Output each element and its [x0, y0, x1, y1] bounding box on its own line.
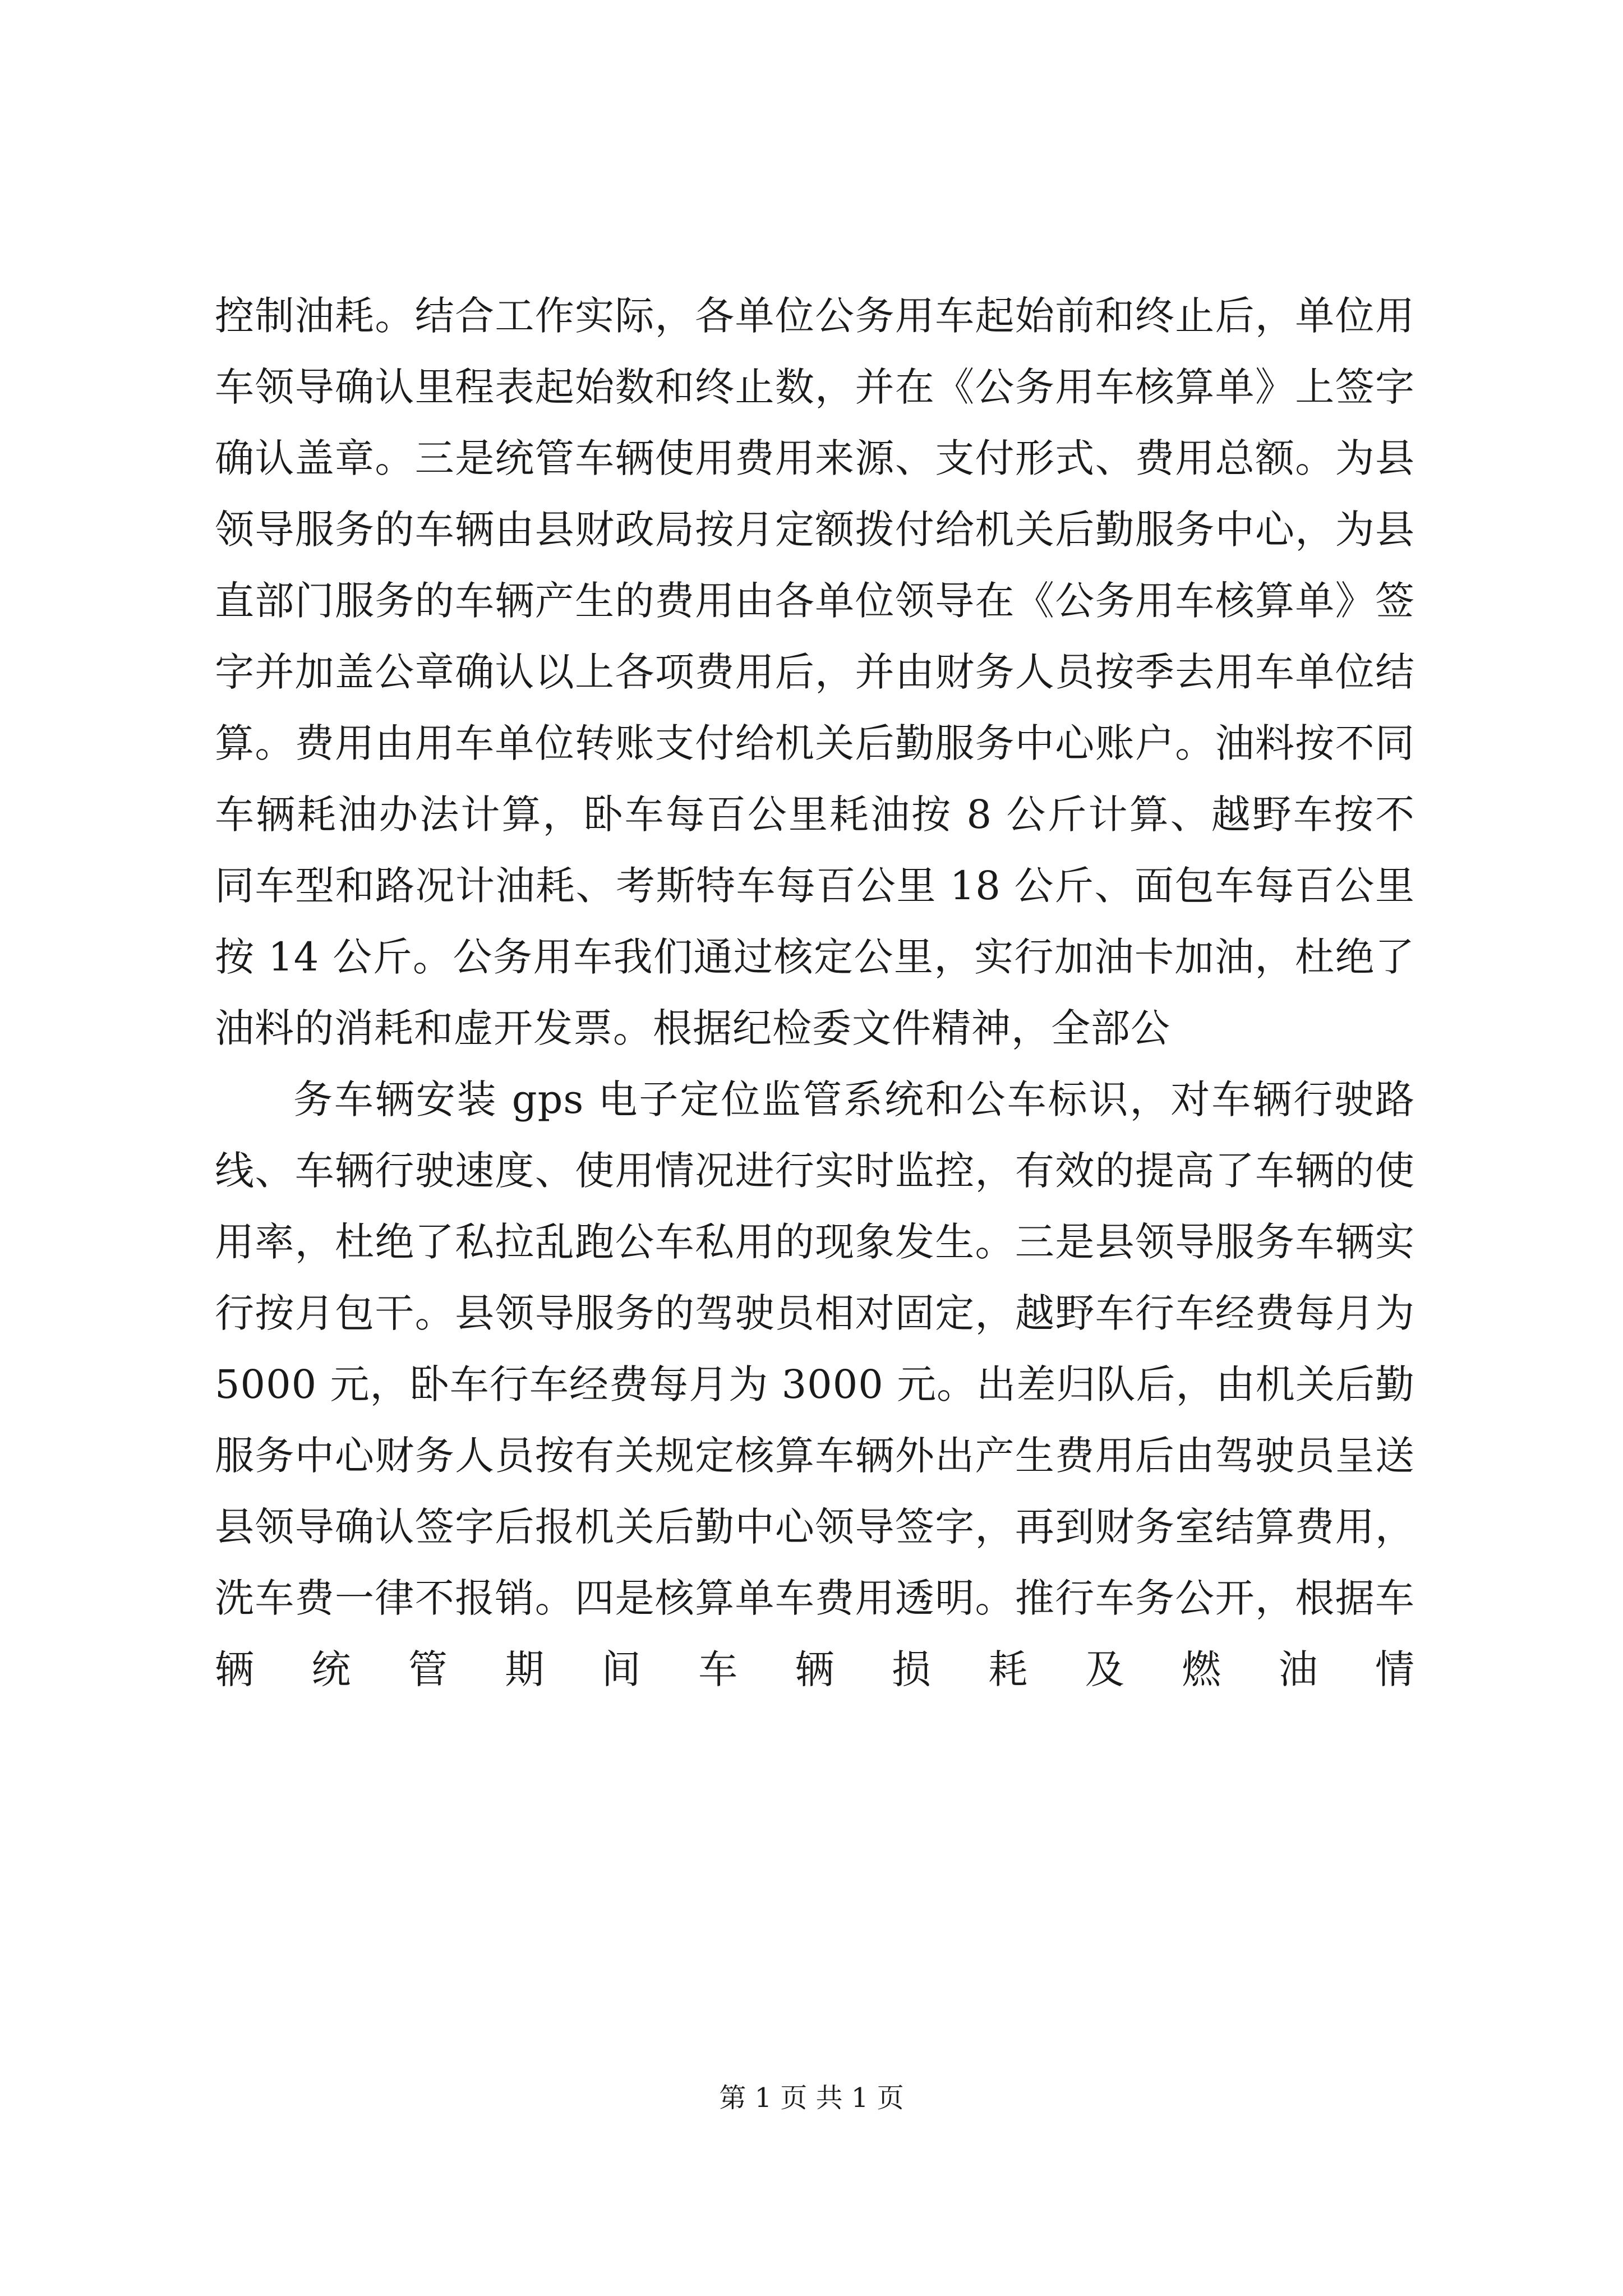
paragraph-2: 务车辆安装 gps 电子定位监管系统和公车标识，对车辆行驶路线、车辆行驶速度、使用情况进行实时监控，有效的提高了车辆的使用率，杜绝了私拉乱跑公车私用的现象发生。三是县领导服务车辆实行按月包干。县领导服务的驾驶员相对固定，越野车行车经费每月为 5000 元，卧车行车经费每月为 3000 元。出差归队后，由机关后勤服务中心财务人员按有关规定核算车辆外出产生费用后由驾驶员呈送县领导确认签字后报机关后勤中心领导签字，再到财务室结算费用，洗车费一律不报销。四是核算单车费用透明。推行车务公开，根据车辆统管期间车辆损耗及燃油情: [215, 1076, 1415, 1692]
paragraph-1: 控制油耗。结合工作实际，各单位公务用车起始前和终止后，单位用车领导确认里程表起始数和终止数，并在《公务用车核算单》上签字确认盖章。三是统管车辆使用费用来源、支付形式、费用总额。为县领导服务的车辆由县财政局按月定额拨付给机关后勤服务中心，为县直部门服务的车辆产生的费用由各单位领导在《公务用车核算单》签字并加盖公章确认以上各项费用后，并由财务人员按季去用车单位结算。费用由用车单位转账支付给机关后勤服务中心账户。油料按不同车辆耗油办法计算，卧车每百公里耗油按 8 公斤计算、越野车按不同车型和路况计油耗、考斯特车每百公里 18 公斤、面包车每百公里按 14 公斤。公务用车我们通过核定公里，实行加油卡加油，杜绝了油料的消耗和虚开发票。根据纪检委文件精神，全部公: [215, 293, 1415, 1051]
page-footer: 第 1 页 共 1 页: [719, 2082, 904, 2114]
document-body: [215, 280, 1415, 1705]
